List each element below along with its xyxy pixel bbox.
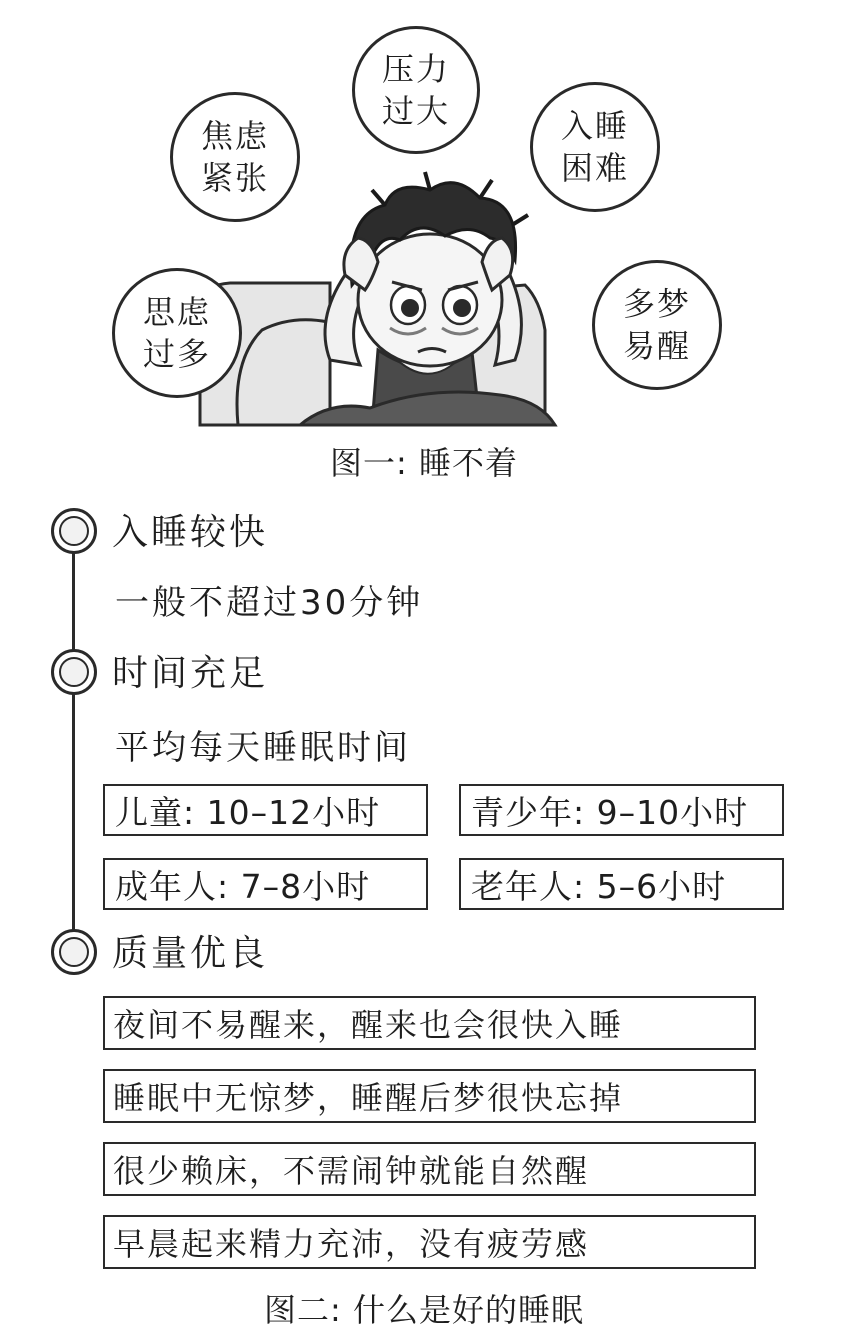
item-heading-2: 时间充足	[112, 653, 269, 694]
timeline-marker-3	[51, 929, 97, 975]
bubble-overthinking-line1: 思虑	[142, 293, 211, 331]
bubble-fall-asleep-line2: 困难	[560, 149, 629, 187]
bubble-anxiety-line1: 焦虑	[200, 117, 269, 155]
bubble-pressure	[352, 26, 480, 154]
timeline-marker-1	[51, 508, 97, 554]
bubble-overthinking-line2: 过多	[142, 335, 211, 373]
item-text-2: 平均每天睡眠时间	[115, 728, 411, 768]
bubble-anxiety	[170, 92, 300, 222]
item-heading-3: 质量优良	[112, 933, 269, 974]
quality-point-1: 夜间不易醒来，醒来也会很快入睡	[103, 996, 756, 1050]
timeline-line	[72, 548, 75, 948]
bubble-fall-asleep	[530, 82, 660, 212]
figure1-caption: 图一: 睡不着	[330, 444, 518, 482]
sleep-hours-adults: 成年人: 7–8小时	[103, 858, 428, 910]
bubble-dreams-line1: 多梦	[622, 285, 691, 323]
sleep-hours-children: 儿童: 10–12小时	[103, 784, 428, 836]
bubble-fall-asleep-line1: 入睡	[560, 107, 629, 145]
bubble-dreams	[592, 260, 722, 390]
sleep-hours-elderly: 老年人: 5–6小时	[459, 858, 784, 910]
item-text-1: 一般不超过30分钟	[115, 583, 424, 623]
figure2-caption: 图二: 什么是好的睡眠	[264, 1291, 584, 1329]
sleep-hours-teens: 青少年: 9–10小时	[459, 784, 784, 836]
bubble-dreams-line2: 易醒	[622, 327, 691, 365]
bubble-overthinking	[112, 268, 242, 398]
quality-point-4: 早晨起来精力充沛，没有疲劳感	[103, 1215, 756, 1269]
timeline-marker-2	[51, 649, 97, 695]
item-heading-1: 入睡较快	[112, 512, 269, 553]
quality-point-3: 很少赖床，不需闹钟就能自然醒	[103, 1142, 756, 1196]
bubble-pressure-line2: 过大	[381, 92, 450, 130]
bubble-pressure-line1: 压力	[381, 50, 450, 88]
bubble-anxiety-line2: 紧张	[200, 159, 269, 197]
quality-point-2: 睡眠中无惊梦，睡醒后梦很快忘掉	[103, 1069, 756, 1123]
